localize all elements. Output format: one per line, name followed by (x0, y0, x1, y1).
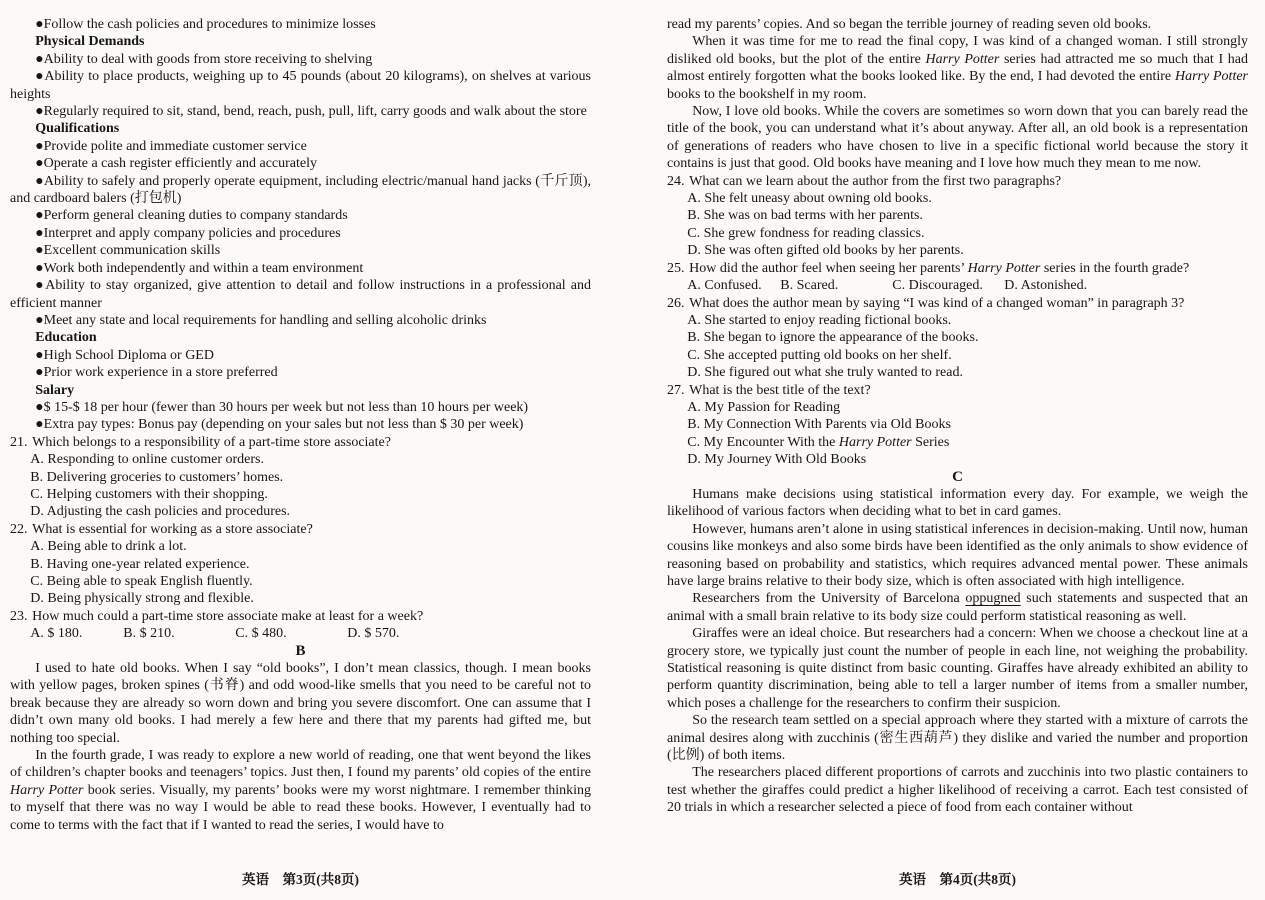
passage-paragraph: The researchers placed different proportions of carrots and zucchinis into two plastic containers to test whether the giraffes could predict a higher likelihood of receiving a carrot. Each test consisted of 20 trials in which a researcher selected a piece of food from each container without (667, 765, 1248, 816)
bullet-item: ●Interpret and apply company policies and procedures (35, 225, 341, 241)
option-c: C. Discouraged. (892, 278, 983, 294)
question-23 (10, 608, 591, 643)
question-number: 26. (667, 295, 685, 311)
text-segment: Researchers from the University of Barcelona (692, 591, 966, 607)
question-number: 23. (10, 608, 28, 624)
question-text (10, 521, 591, 538)
option-c: C. She accepted putting old books on her shelf. (687, 347, 952, 363)
bullet-item: ●Regularly required to sit, stand, bend, reach, push, pull, lift, carry goods and walk about the store (35, 104, 587, 120)
option-a: A. Being able to drink a lot. (30, 539, 187, 555)
text-segment: How did the author feel when seeing her parents’ (689, 260, 968, 276)
question-text (667, 295, 1248, 312)
question-text (667, 260, 1248, 277)
question-number: 27. (667, 382, 685, 398)
question-text (667, 173, 1248, 190)
passage-paragraph: I used to hate old books. When I say “old books”, I don’t mean classics, though. I mean books with yellow pages, broken spines (书脊) and odd wood-like smells that you need to be careful not to break because they are already so worn down and bring you severe discomfort. One can assume that I didn’t own many old books. I had merely a few here and there that my parents had gifted me, but nothing too special. (10, 661, 591, 746)
bullet-item: ●Prior work experience in a store preferred (35, 365, 278, 381)
passage-paragraph: However, humans aren’t alone in using statistical inferences in decision-making. Until now, human cousins like monkeys and also some birds have been identified as the only animals to show evidence of reasoning based on probability and statistics, which requires advanced mental power. These animals have large brains relative to their body size, which is often associated with high intelligence. (667, 521, 1248, 589)
text-segment: books to the bookshelf in my room. (667, 86, 867, 102)
question-number: 22. (10, 521, 28, 537)
text-segment: series had attracted me so much that I had almost entirely forgotten what the books looked like. By the end, I had devoted the entire (667, 51, 1248, 85)
option-a: A. She felt uneasy about owning old books. (687, 191, 932, 207)
passage-paragraph-continued: read my parents’ copies. And so began the terrible journey of reading seven old books. (667, 17, 1152, 32)
underlined-word: oppugned (965, 591, 1021, 607)
text-segment: What is essential for working as a store associate? (32, 521, 313, 537)
bullet-item: ●Ability to safely and properly operate equipment, including electric/manual hand jacks (千斤顶), and cardboard balers (打包机) (10, 173, 591, 207)
option-d: D. Adjusting the cash policies and procedures. (30, 504, 291, 520)
question-26 (667, 295, 1248, 382)
text-segment: Series (911, 434, 950, 450)
italic-title: Harry Potter (1174, 69, 1249, 85)
option-d: D. My Journey With Old Books (687, 452, 867, 468)
option-c: C. She grew fondness for reading classics. (687, 225, 925, 241)
option-b: B. She was on bad terms with her parents. (687, 208, 923, 224)
section-heading-education: Education (35, 330, 97, 346)
passage-paragraph: Giraffes were an ideal choice. But researchers had a concern: When we choose a checkout line at a grocery store, we typically just count the number of people in each line, not weighing the probability. Statistical reasoning is quite distinct from basic counting. Giraffes have already exhibited an ability to perform quantity discrimination, being able to tell a larger number of items from a smaller number, which poses a challenge for the researchers to confirm their suspicion. (667, 626, 1248, 711)
option-a: A. Responding to online customer orders. (30, 452, 264, 468)
text-segment: What is the best title of the text? (689, 382, 871, 398)
bullet-item: ●Ability to deal with goods from store receiving to shelving (35, 51, 373, 67)
option-b: B. Having one-year related experience. (30, 556, 250, 572)
question-text (10, 434, 591, 451)
question-25 (667, 260, 1248, 295)
passage-paragraph (667, 590, 1248, 625)
section-heading-salary: Salary (35, 382, 75, 398)
passage-paragraph: So the research team settled on a special approach where they started with a mixture of carrots the animal desires along with zucchinis (密生西葫芦) they dislike and varied the number and proportion (比例) of both items. (667, 713, 1248, 764)
bullet-item: ●Ability to stay organized, give attention to detail and follow instructions in a professional and efficient manner (10, 278, 591, 311)
italic-title: Harry Potter (838, 434, 912, 450)
question-24 (667, 173, 1248, 260)
passage-paragraph (10, 747, 591, 834)
bullet-item: ●Extra pay types: Bonus pay (depending on your sales but not less than $ 30 per week) (35, 417, 524, 433)
bullet-item: ●Excellent communication skills (35, 243, 221, 259)
passage-paragraph: Humans make decisions using statistical information every day. For example, we weigh the likelihood of various factors when deciding what to bet in card games. (667, 486, 1248, 520)
page-4-column (667, 16, 1248, 817)
option-d: D. $ 570. (347, 626, 400, 642)
page-footer-right: 英语 第4页(共8页) (899, 872, 1016, 887)
question-number: 24. (667, 173, 685, 189)
text-segment: Which belongs to a responsibility of a part-time store associate? (32, 434, 391, 450)
passage-b-heading: B (295, 642, 306, 659)
question-number: 21. (10, 434, 28, 450)
bullet-item: ●High School Diploma or GED (35, 347, 214, 363)
text-segment: such statements and suspected that an animal with a small brain relative to its body size could perform statistical reasoning as well. (667, 591, 1248, 624)
text-segment: What does the author mean by saying “I was kind of a changed woman” in paragraph 3? (689, 295, 1185, 311)
text-segment: When it was time for me to read the final copy, I was kind of a changed woman. I still strongly disliked old books, but the plot of the entire (667, 34, 1248, 67)
option-a: A. My Passion for Reading (687, 399, 841, 415)
bullet-item: ●Provide polite and immediate customer service (35, 138, 307, 154)
option-a: A. She started to enjoy reading fictional books. (687, 312, 952, 328)
option-c: C. Being able to speak English fluently. (30, 574, 253, 589)
passage-paragraph: Now, I love old books. While the covers are sometimes so worn down that you can barely read the title of the book, you can understand what it’s about anyway. After all, an old book is a representation of generations of readers who have chosen to live in a specific fictional world because the story it contains is just that good. Old books have meaning and I love how much they mean to me now. (667, 104, 1248, 172)
option-a: A. $ 180. (30, 626, 83, 642)
section-heading-qualifications: Qualifications (35, 121, 120, 137)
option-b: B. She began to ignore the appearance of the books. (687, 330, 979, 346)
text-segment: What can we learn about the author from the first two paragraphs? (689, 173, 1062, 189)
text-segment: book series. Visually, my parents’ books were my worst nightmare. I remember thinking to myself that there was no way I would be able to read these books. However, I eventually had to come to terms with the fact that if I wanted to read the series, I would have to (10, 782, 591, 833)
option-b: B. $ 210. (123, 626, 175, 642)
italic-title: Harry Potter (10, 782, 84, 798)
italic-title: Harry Potter (967, 260, 1041, 276)
question-text (10, 608, 591, 625)
text-segment: series in the fourth grade? (1040, 260, 1190, 276)
option-b: B. Delivering groceries to customers’ homes. (30, 469, 284, 485)
option-d: D. Being physically strong and flexible. (30, 591, 254, 607)
question-22 (10, 521, 591, 608)
bullet-item: ●Meet any state and local requirements for handling and selling alcoholic drinks (35, 312, 487, 328)
option-c (667, 434, 1248, 451)
text-segment: How much could a part-time store associate make at least for a week? (32, 608, 424, 624)
option-row (10, 625, 591, 642)
bullet-item: ●Follow the cash policies and procedures to minimize losses (35, 17, 376, 32)
passage-c-heading: C (952, 468, 963, 485)
option-d: D. She was often gifted old books by her parents. (687, 243, 964, 259)
bullet-item: ●Ability to place products, weighing up to 45 pounds (about 20 kilograms), on shelves at various heights (10, 69, 591, 102)
question-text (667, 382, 1248, 399)
question-number: 25. (667, 260, 685, 276)
option-b: B. Scared. (780, 278, 839, 294)
text-segment: In the fourth grade, I was ready to explore a new world of reading, one that went beyond the likes of children’s chapter books and teenagers’ topics. Just then, I found my parents’ old copies of the entire (10, 748, 591, 781)
bullet-item: ●Work both independently and within a team environment (35, 260, 364, 276)
option-c: C. $ 480. (235, 626, 287, 642)
option-d: D. She figured out what she truly wanted to read. (687, 365, 963, 381)
passage-paragraph (667, 33, 1248, 103)
page-footer-left: 英语 第3页(共8页) (242, 872, 359, 887)
page-3-column (10, 16, 591, 834)
option-b: B. My Connection With Parents via Old Books (687, 417, 951, 433)
bullet-item: ●Operate a cash register efficiently and accurately (35, 156, 318, 172)
text-segment: C. My Encounter With the (687, 434, 839, 450)
option-c: C. Helping customers with their shopping. (30, 486, 268, 502)
bullet-item: ●Perform general cleaning duties to company standards (35, 208, 348, 224)
option-d: D. Astonished. (1004, 278, 1088, 294)
italic-title: Harry Potter (925, 51, 1000, 67)
option-a: A. Confused. (687, 278, 762, 294)
question-21 (10, 434, 591, 521)
option-row (667, 277, 1248, 294)
bullet-item: ●$ 15-$ 18 per hour (fewer than 30 hours per week but not less than 10 hours per week) (35, 399, 529, 415)
section-heading-physical-demands: Physical Demands (35, 34, 145, 50)
question-27 (667, 382, 1248, 469)
